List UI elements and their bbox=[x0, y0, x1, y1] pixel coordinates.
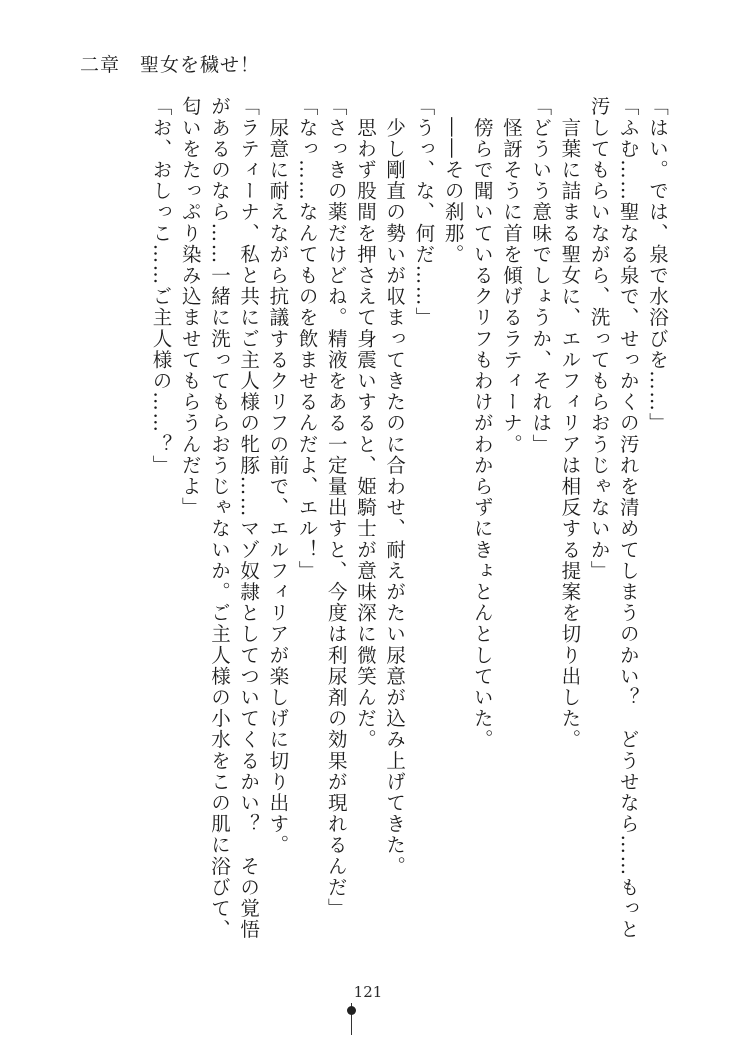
text-line: があるのなら……一緒に洗ってもらおうじゃないか。ご主人様の小水をこの肌に浴びて、 bbox=[207, 96, 231, 940]
text-line: 汚してもらいながら、洗ってもらおうじゃないか」 bbox=[587, 96, 611, 582]
text-line: 匂いをたっぷり染み込ませてもらうんだよ」 bbox=[178, 96, 202, 518]
text-line: 「どういう意味でしょうか、それは」 bbox=[529, 96, 553, 455]
text-line: 「なっ……なんてものを飲ませるんだよ、エル！」 bbox=[295, 96, 319, 582]
ornament-dot-icon bbox=[347, 1006, 356, 1015]
text-line: ――その刹那。 bbox=[441, 96, 465, 265]
text-line: 「ラティーナ、私と共にご主人様の牝豚……マゾ奴隷としてついてくるかい？ その覚悟 bbox=[237, 96, 261, 940]
text-line: 「うっ、な、何だ……」 bbox=[412, 96, 436, 329]
text-line: 少し剛直の勢いが収まってきたのに合わせ、耐えがたい尿意が込み上げてきた。 bbox=[383, 96, 407, 877]
text-line: 言葉に詰まる聖女に、エルフィリアは相反する提案を切り出した。 bbox=[558, 96, 582, 751]
text-line: 「はい。では、泉で水浴びを……」 bbox=[646, 96, 669, 434]
text-line: 「さっきの薬だけどね。精液をある一定量出すと、今度は利尿剤の効果が現れるんだ」 bbox=[324, 96, 348, 919]
text-line: 思わず股間を押さえて身震いすると、姫騎士が意味深に微笑んだ。 bbox=[353, 96, 377, 751]
page-marker-ornament bbox=[351, 1003, 353, 1035]
text-line: 尿意に耐えながら抗議するクリフの前で、エルフィリアが楽しげに切り出す。 bbox=[266, 96, 290, 856]
chapter-header: 二章 聖女を穢せ！ bbox=[80, 54, 261, 76]
text-line: 傍らで聞いているクリフもわけがわからずにきょとんとしていた。 bbox=[470, 96, 494, 751]
text-line: 「ふむ……聖なる泉で、せっかくの汚れを清めてしまうのかい？ どうせなら……もっと bbox=[616, 96, 640, 940]
page-number: 121 bbox=[353, 983, 383, 1001]
vertical-text-body bbox=[87, 96, 672, 966]
text-line: 「お、おしっこ……ご主人様の……？」 bbox=[149, 96, 173, 476]
text-line: 怪訝そうに首を傾げるラティーナ。 bbox=[499, 96, 523, 455]
